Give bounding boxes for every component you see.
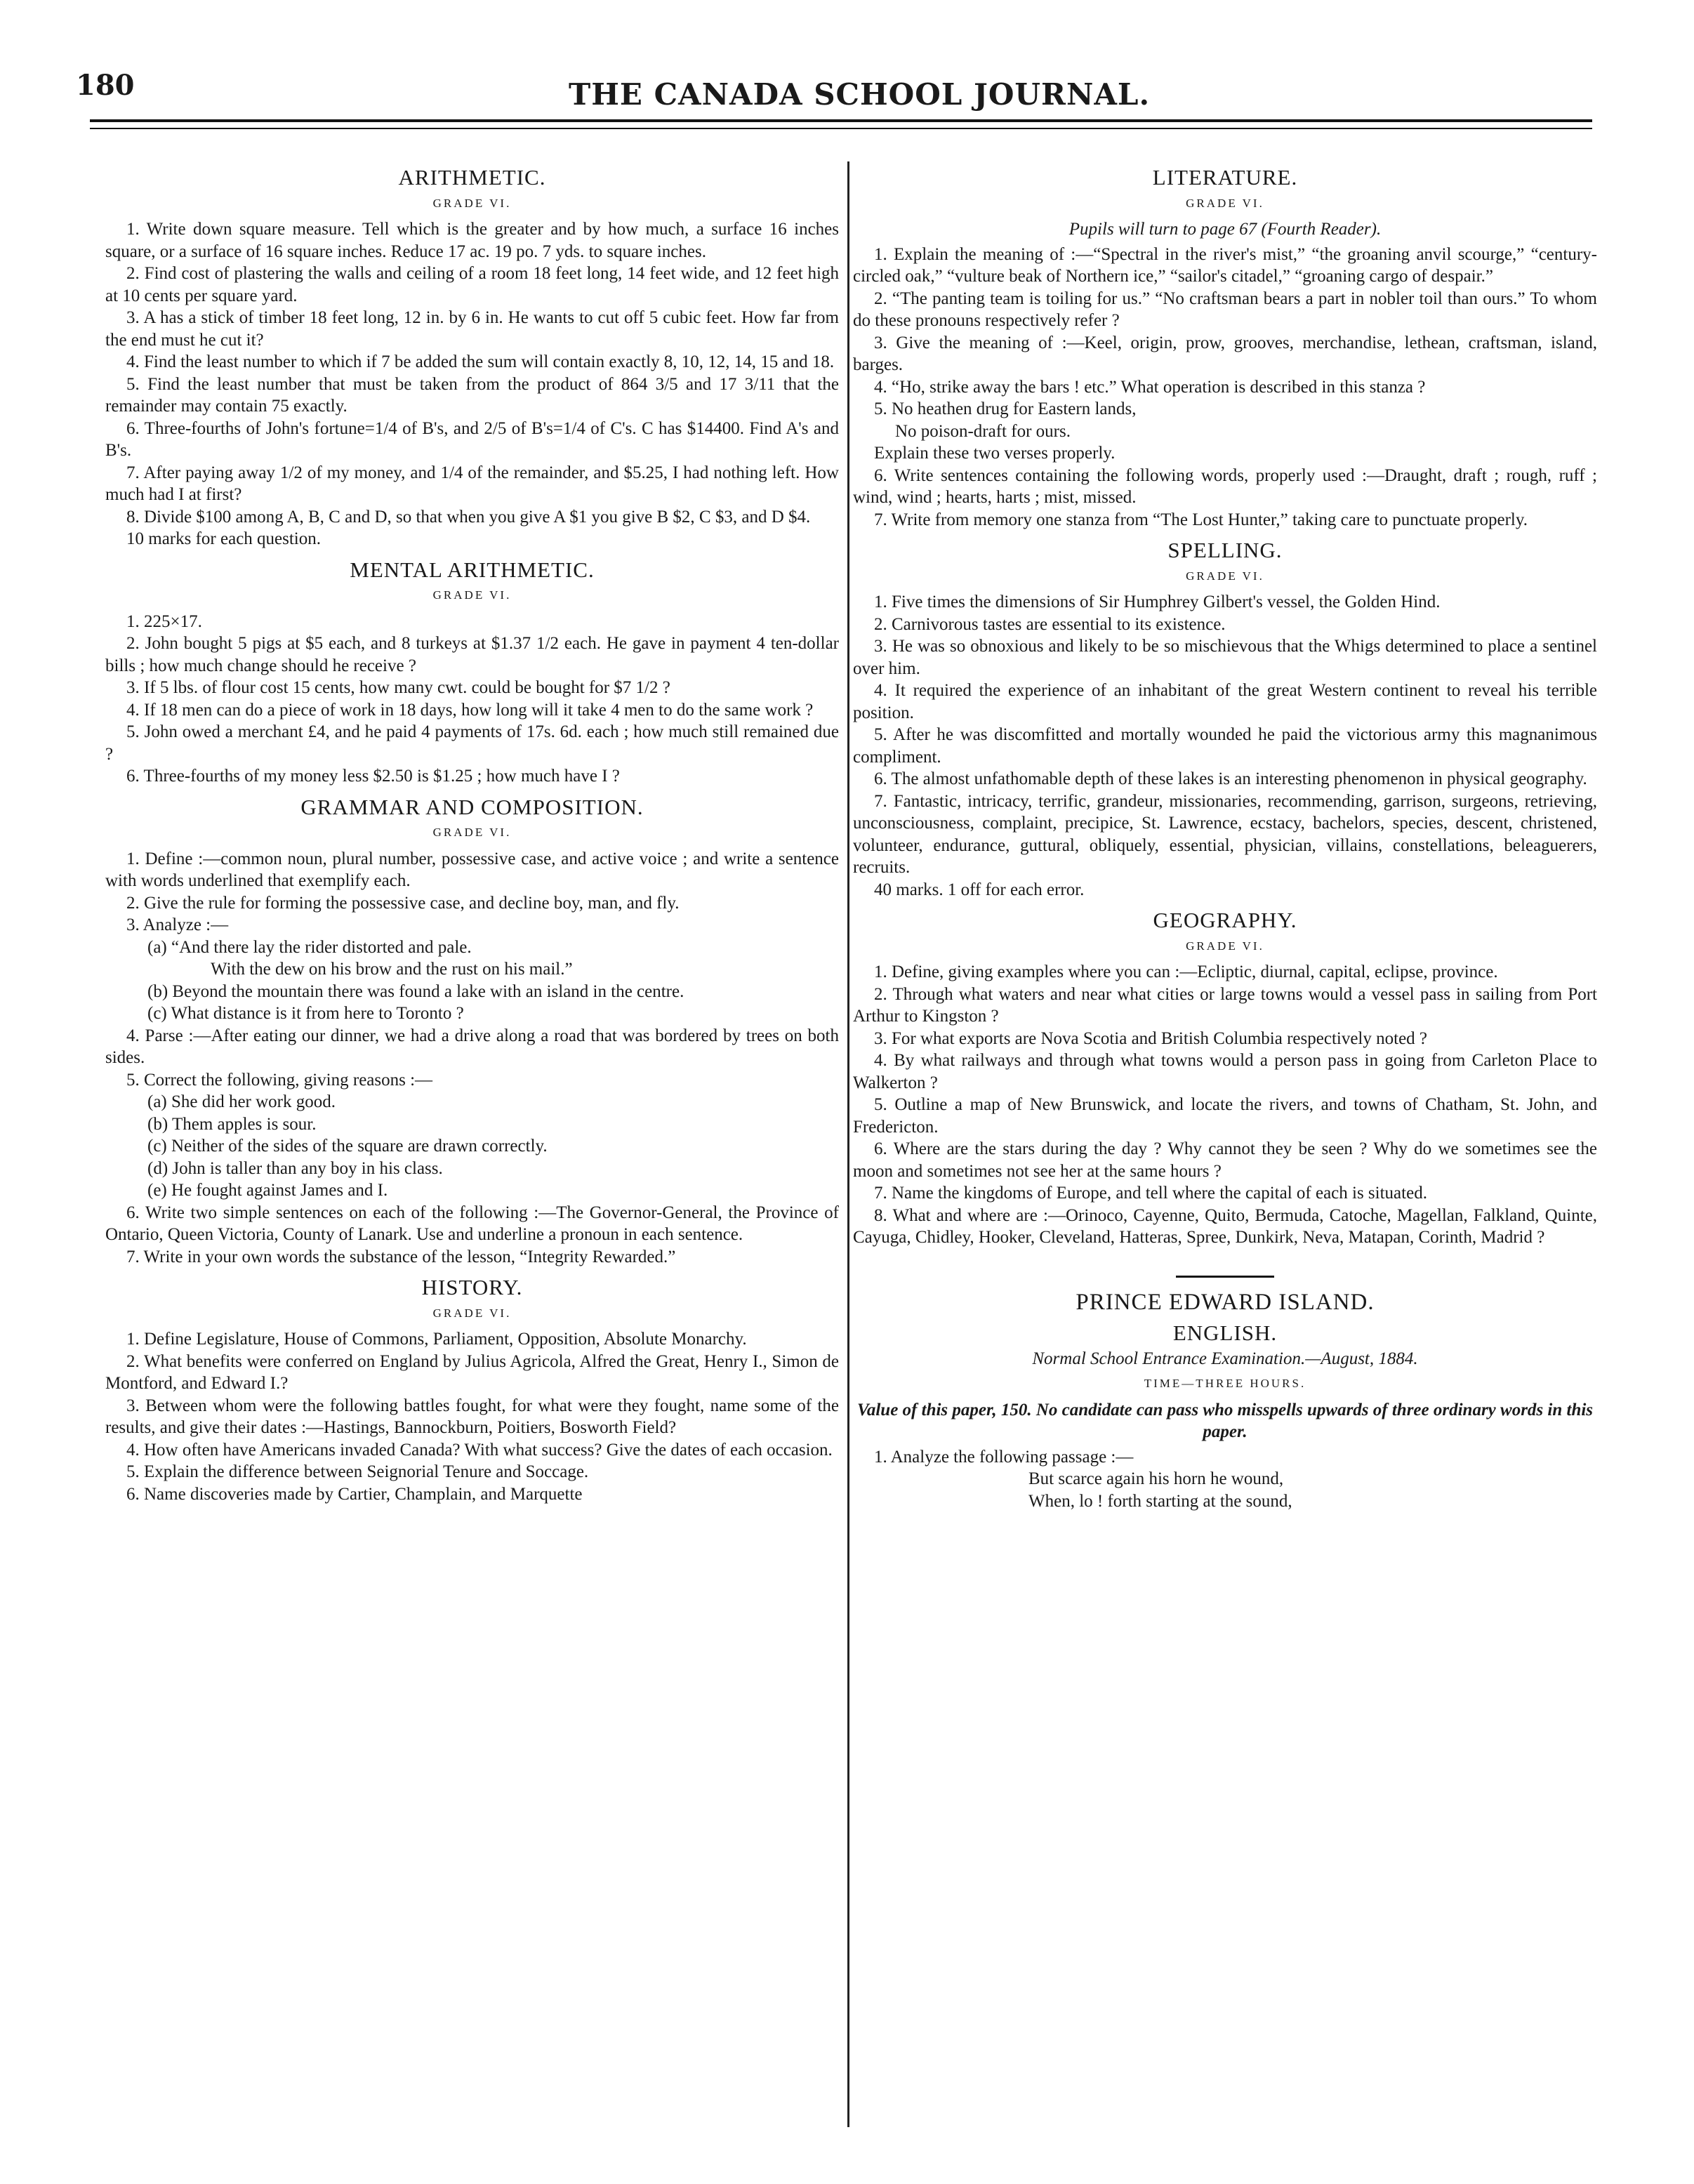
question: 4. Find the least number to which if 7 be added the sum will contain exactly 8, 10, 12, 14, 15 and 18. [126, 352, 835, 371]
question: 5. Explain the difference between Seignorial Tenure and Soccage. [126, 1462, 589, 1481]
question: 7. After paying away 1/2 of my money, and 1/4 of the remainder, and $5.25, I had nothing left. How much had I at first? [105, 463, 839, 504]
question: 6. Write two simple sentences on each of the following :—The Governor-General, the Province of Ontario, Queen Victoria, County of Lanark. Use and underline a pronoun in each sentence. [105, 1203, 839, 1244]
question: 4. “Ho, strike away the bars ! etc.” What operation is described in this stanza ? [874, 377, 1426, 397]
journal-title: THE CANADA SCHOOL JOURNAL. [569, 77, 1151, 112]
analyze-item: (c) What distance is it from here to Toronto ? [147, 1004, 464, 1023]
question: 1. Explain the meaning of :—“Spectral in the river's mist,” “the groaning anvil scourge,” “century-circled oak,” “vulture beak of Northern ice,” “sailor's citadel,” “groaning cargo of despair.” [853, 244, 1597, 286]
correct-item: (a) She did her work good. [147, 1092, 336, 1111]
question: 6. Name discoveries made by Cartier, Champlain, and Marquette [126, 1484, 583, 1504]
question: 3. For what exports are Nova Scotia and British Columbia respectively noted ? [874, 1028, 1428, 1048]
grade-label: GRADE VI. [432, 196, 512, 210]
grade-label: GRADE VI. [1186, 196, 1264, 210]
question: 5. Find the least number that must be taken from the product of 864 3/5 and 17 3/11 that the remainder may contain 75 exactly. [105, 374, 839, 416]
section-heading: ENGLISH. [1172, 1321, 1278, 1345]
header-rule [90, 119, 1592, 122]
left-column [105, 158, 839, 1505]
question: 5. Outline a map of New Brunswick, and locate the rivers, and towns of Chatham, St. John, and Fredericton. [853, 1095, 1597, 1137]
marks-note: 40 marks. 1 off for each error. [874, 880, 1085, 899]
question: 2. “The panting team is toiling for us.” “No craftsman bears a part in nobler toil than ours.” To whom do these pronouns respectively refer ? [853, 289, 1597, 330]
header-rule-thin [90, 128, 1592, 129]
question: 3. Give the meaning of :—Keel, origin, prow, grooves, merchandise, lethean, craftsman, island, barges. [853, 333, 1597, 374]
question: 4. It required the experience of an inhabitant of the great Western continent to reveal his terrible position. [853, 681, 1597, 722]
question: 5. After he was discomfitted and mortally wounded he paid the victorious army this magnanimous compliment. [853, 725, 1597, 767]
grade-label: GRADE VI. [1186, 939, 1264, 953]
section-heading: SPELLING. [1167, 538, 1283, 562]
verse-line: But scarce again his horn he wound, [1028, 1469, 1284, 1488]
paper-value-note: Value of this paper, 150. No candidate can pass who misspells upwards of three ordinary words in this paper. [856, 1400, 1594, 1441]
section-subtitle: Pupils will turn to page 67 (Fourth Reader). [1068, 220, 1382, 239]
question: 2. What benefits were conferred on England by Julius Agricola, Alfred the Great, Henry I., Simon de Montford, and Edward I.? [105, 1351, 839, 1393]
exam-title: Normal School Entrance Examination.—August, 1884. [1032, 1349, 1418, 1368]
section-heading: GRAMMAR AND COMPOSITION. [300, 794, 644, 819]
analyze-item: With the dew on his brow and the rust on his mail.” [211, 960, 573, 979]
correct-item: (b) Them apples is sour. [147, 1114, 317, 1134]
question: 8. What and where are :—Orinoco, Cayenne, Quito, Bermuda, Catoche, Magellan, Falkland, Quinte, Cayuga, Chidley, Hooker, Cleveland, Hatteras, Spree, Dunkirk, Neva, Matapan, Corinth, Madrid ? [853, 1205, 1597, 1247]
question: 3. Analyze :— [126, 915, 229, 934]
section-spelling [853, 539, 1597, 901]
section-heading: MENTAL ARITHMETIC. [350, 557, 595, 582]
question: 7. Write in your own words the substance of the lesson, “Integrity Rewarded.” [126, 1247, 676, 1266]
question: 2. Give the rule for forming the possessive case, and decline boy, man, and fly. [126, 893, 680, 913]
analyze-item: (a) “And there lay the rider distorted and pale. [147, 937, 472, 957]
time-label: TIME—THREE HOURS. [1144, 1377, 1306, 1390]
section-heading: HISTORY. [421, 1275, 523, 1299]
correct-item: (d) John is taller than any boy in his class. [147, 1158, 443, 1178]
section-pei [853, 1276, 1597, 1513]
grade-label: GRADE VI. [1186, 569, 1264, 583]
section-grammar [105, 796, 839, 1269]
question: 1. Analyze the following passage :— [874, 1447, 1134, 1467]
question: 2. Carnivorous tastes are essential to its existence. [874, 614, 1226, 634]
question: 3. If 5 lbs. of flour cost 15 cents, how many cwt. could be bought for $7 1/2 ? [126, 678, 670, 697]
grade-label: GRADE VI. [432, 1306, 512, 1320]
section-arithmetic [105, 166, 839, 550]
question: 1. Define :—common noun, plural number, possessive case, and active voice ; and write a sentence with words underlined that exemplify each. [105, 849, 839, 890]
question: 4. By what railways and through what towns would a person pass in going from Carleton Place to Walkerton ? [853, 1051, 1597, 1092]
question: 6. Where are the stars during the day ? Why cannot they be seen ? Why do we sometimes see the moon and sometimes not see her at the same hours ? [853, 1139, 1597, 1181]
question: 4. Parse :—After eating our dinner, we had a drive along a road that was bordered by trees on both sides. [105, 1026, 839, 1067]
question: 6. Write sentences containing the following words, properly used :—Draught, draft ; rough, ruff ; wind, wind ; hearts, harts ; mist, missed. [853, 465, 1597, 507]
question: 2. Through what waters and near what cities or large towns would a vessel pass in sailing from Port Arthur to Kingston ? [853, 984, 1597, 1026]
correct-item: (e) He fought against James and I. [147, 1181, 388, 1200]
verse-line: When, lo ! forth starting at the sound, [1028, 1491, 1292, 1511]
grade-label: GRADE VI. [432, 588, 512, 602]
question: 6. Three-fourths of John's fortune=1/4 of B's, and 2/5 of B's=1/4 of C's. C has $14400. Find A's and B's. [105, 418, 839, 460]
section-geography [853, 909, 1597, 1249]
question: 3. A has a stick of timber 18 feet long, 12 in. by 6 in. He wants to cut off 5 cubic feet. How far from the end must he cut it? [105, 308, 839, 350]
region-heading: PRINCE EDWARD ISLAND. [1076, 1289, 1375, 1315]
correct-item: (c) Neither of the sides of the square are drawn correctly. [147, 1137, 548, 1156]
question: 4. How often have Americans invaded Canada? With what success? Give the dates of each occasion. [126, 1440, 833, 1460]
analyze-item: (b) Beyond the mountain there was found a lake with an island in the centre. [147, 981, 684, 1001]
section-heading: GEOGRAPHY. [1153, 908, 1297, 932]
question: 2. John bought 5 pigs at $5 each, and 8 turkeys at $1.37 1/2 each. He gave in payment 4 ten-dollar bills ; how much change should he receive ? [105, 634, 839, 675]
question: 1. 225×17. [126, 611, 202, 631]
question: 5. John owed a merchant £4, and he paid 4 payments of 17s. 6d. each ; how much still remained due ? [105, 722, 839, 764]
question: 1. Define Legislature, House of Commons, Parliament, Opposition, Absolute Monarchy. [126, 1330, 747, 1349]
instruction: Explain these two verses properly. [874, 444, 1116, 463]
section-mental-arithmetic [105, 559, 839, 788]
question: 7. Write from memory one stanza from “The Lost Hunter,” taking care to punctuate properly. [874, 510, 1528, 529]
section-heading: ARITHMETIC. [398, 165, 546, 190]
question: 7. Name the kingdoms of Europe, and tell where the capital of each is situated. [874, 1184, 1427, 1203]
question: 6. The almost unfathomable depth of these lakes is an interesting phenomenon in physical geography. [874, 769, 1587, 788]
question: 5. No heathen drug for Eastern lands, [874, 399, 1137, 418]
question: 4. If 18 men can do a piece of work in 18 days, how long will it take 4 men to do the same work ? [126, 700, 814, 720]
question: 1. Write down square measure. Tell which is the greater and by how much, a surface 16 inches square, or a surface of 16 square inches. Reduce 17 ac. 19 po. 7 yds. to square inches. [105, 220, 839, 261]
marks-note: 10 marks for each question. [126, 529, 322, 548]
question: 2. Find cost of plastering the walls and ceiling of a room 18 feet long, 14 feet wide, and 12 feet high at 10 cents per square yard. [105, 264, 839, 305]
verse-line: No poison-draft for ours. [895, 421, 1071, 441]
section-history [105, 1276, 839, 1505]
question: 5. Correct the following, giving reasons :— [126, 1070, 433, 1090]
question: 3. He was so obnoxious and likely to be so mischievous that the Whigs determined to place a sentinel over him. [853, 637, 1597, 678]
right-column [853, 158, 1597, 1512]
question: 3. Between whom were the following battles fought, for what were they fought, name some of the results, and give their dates :—Hastings, Bannockburn, Poitiers, Bosworth Field? [105, 1396, 839, 1437]
section-literature [853, 166, 1597, 531]
section-rule [1176, 1276, 1274, 1278]
question: 7. Fantastic, intricacy, terrific, grandeur, missionaries, recommending, garrison, surgeons, retrieving, unconsciousness, complaint, precipice, St. Lawrence, ecstacy, bachelors, species, descent, christened, volunteer, endurance, guttural, obliquely, essential, physician, villains, constellations, beleaguerers, recruits. [853, 791, 1597, 877]
question: 6. Three-fourths of my money less $2.50 is $1.25 ; how much have I ? [126, 767, 620, 786]
question: 1. Define, giving examples where you can :—Ecliptic, diurnal, capital, eclipse, province. [874, 962, 1498, 981]
section-heading: LITERATURE. [1152, 165, 1298, 190]
question: 1. Five times the dimensions of Sir Humphrey Gilbert's vessel, the Golden Hind. [874, 593, 1441, 611]
column-divider [847, 161, 849, 2127]
grade-label: GRADE VI. [432, 826, 512, 839]
question: 8. Divide $100 among A, B, C and D, so that when you give A $1 you give B $2, C $3, and D $4. [126, 507, 811, 527]
page-number: 180 [76, 69, 135, 102]
